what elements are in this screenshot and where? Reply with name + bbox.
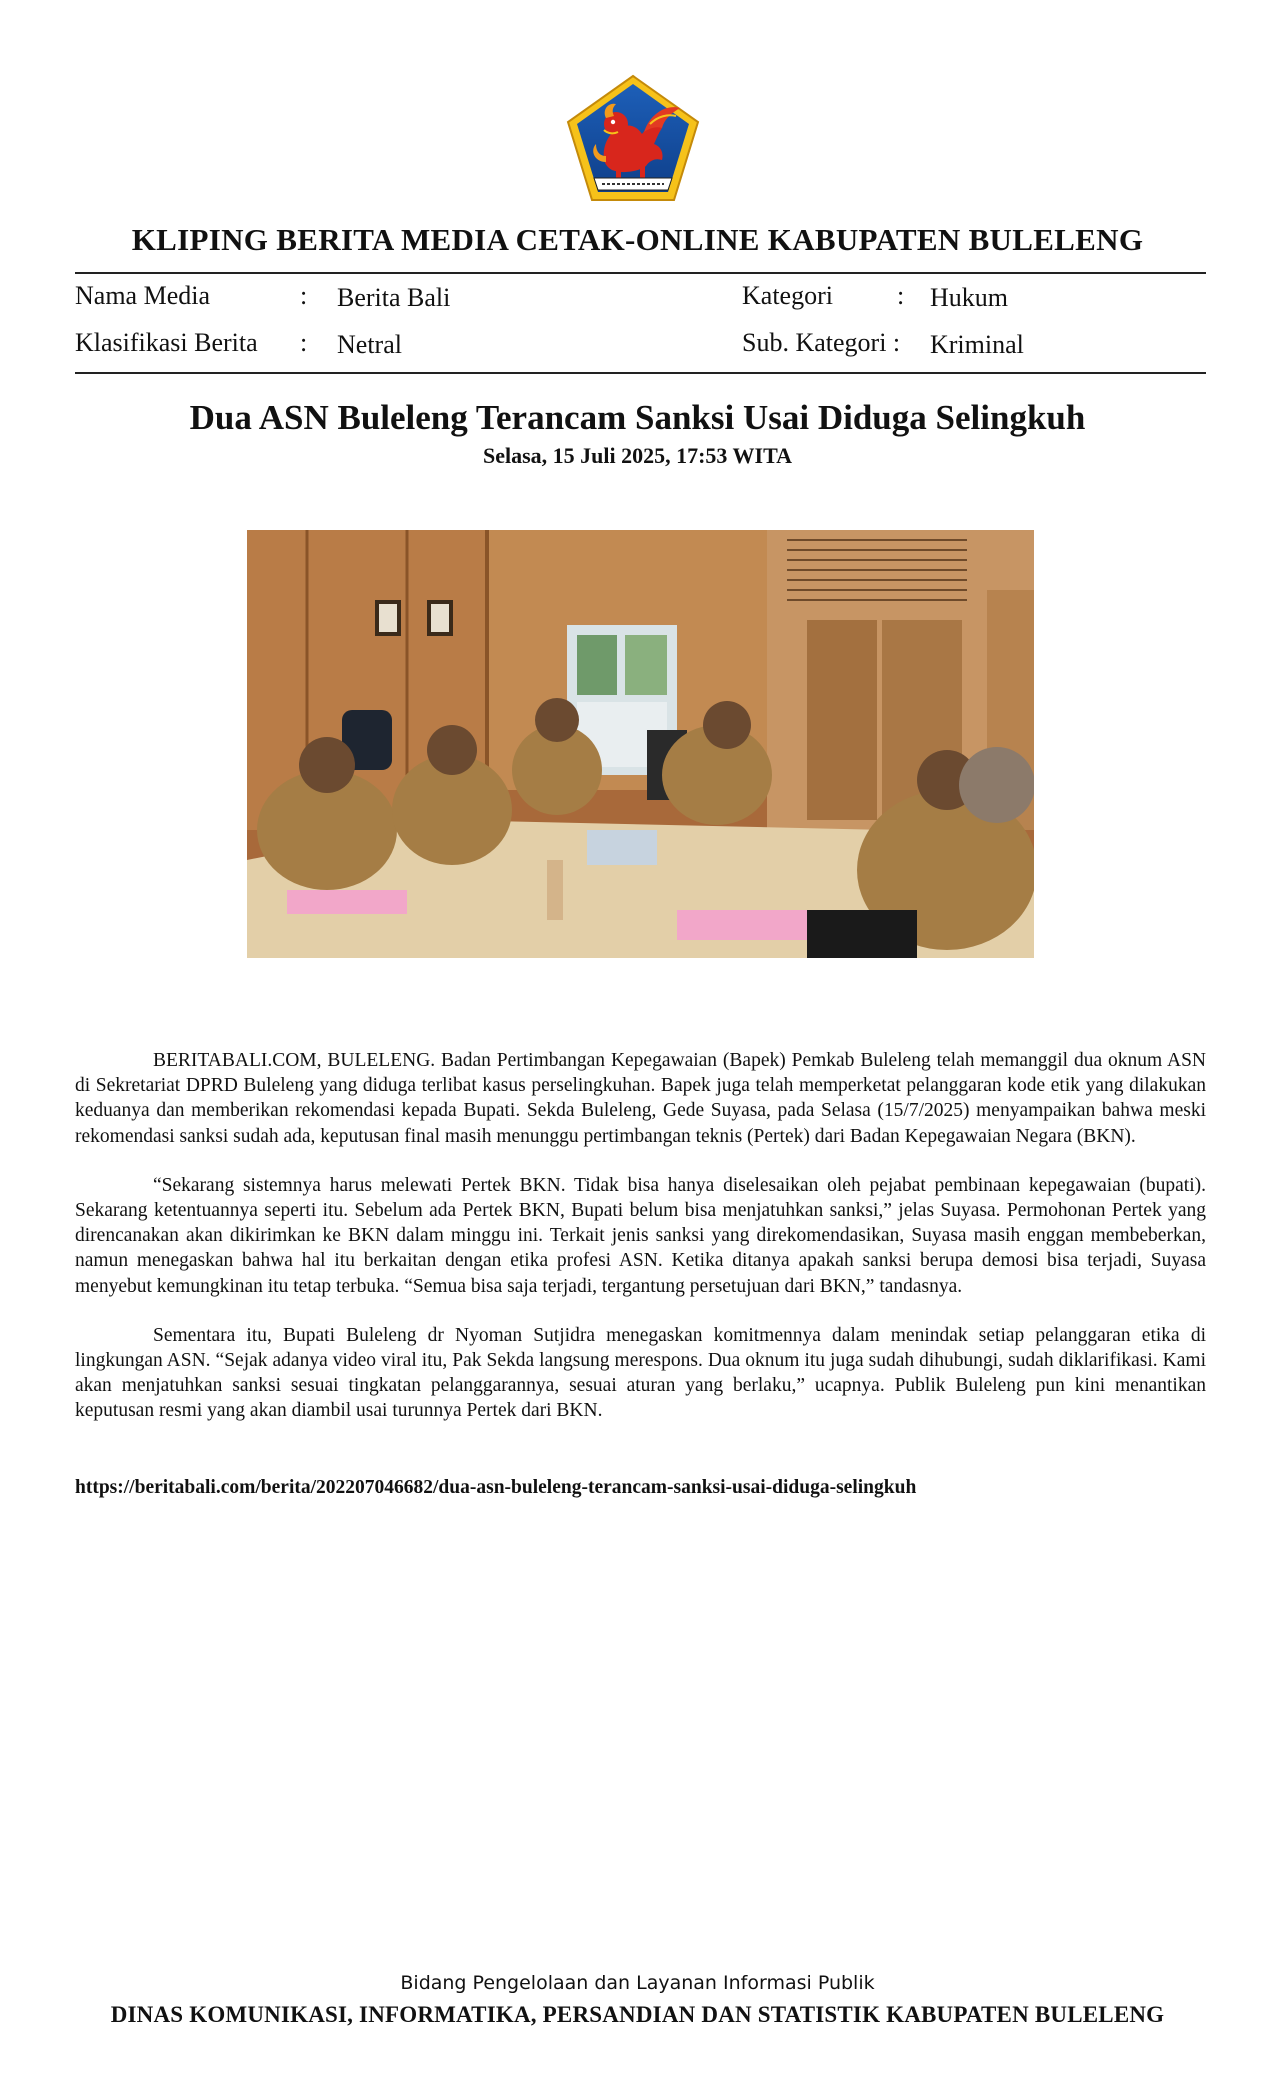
clipping-header-title: KLIPING BERITA MEDIA CETAK-ONLINE KABUPATEN BULELENG: [131, 222, 1144, 257]
category-label: Kategori: [742, 281, 833, 310]
article-paragraph: Sementara itu, Bupati Buleleng dr Nyoman Sutjidra menegaskan komitmennya dalam menindak setiap pelanggaran etika di lingkungan ASN. “Sejak adanya video viral itu, Pak Sekda langsung merespons. Dua oknum itu juga sudah dihubungi, sudah diklarifikasi. Kami akan menjatuhkan sanksi sesuai tingkatan pelanggarannya, sesuai aturan yang berlaku,” ucapnya. Publik Buleleng pun kini menantikan keputusan resmi yang akan diambil usai turunnya Pertek dari BKN.: [75, 1324, 1206, 1422]
header-divider-bottom: [75, 372, 1206, 374]
classification-colon: :: [300, 328, 308, 357]
header-divider-top: [75, 272, 1206, 274]
singa-ambara-raja-emblem-icon: [566, 74, 700, 204]
category-colon: :: [897, 281, 905, 310]
article-paragraph: BERITABALI.COM, BULELENG. Badan Pertimbangan Kepegawaian (Bapek) Pemkab Buleleng telah memanggil dua oknum ASN di Sekretariat DPRD Buleleng yang diduga terlibat kasus perselingkuhan. Bapek juga telah memperketat pelanggaran kode etik yang dilakukan keduanya dan memberikan rekomendasi kepada Bupati. Sekda Buleleng, Gede Suyasa, pada Selasa (15/7/2025) menyampaikan bahwa meski rekomendasi sanksi sudah ada, keputusan final masih menunggu pertimbangan teknis (Pertek) dari Badan Kepegawaian Negara (BKN).: [75, 1050, 1206, 1147]
article-photo: [247, 530, 1034, 958]
media-name-label: Nama Media: [75, 281, 211, 310]
article-paragraph: “Sekarang sistemnya harus melewati Pertek BKN. Tidak bisa hanya diselesaikan oleh pejabat pembinaan kepegawaian (bupati). Sekarang ketentuannya seperti itu. Sebelum ada Pertek BKN, Bupati belum bisa menjatuhkan sanksi,” jelas Suyasa. Permohonan Pertek yang direncanakan akan dikirimkan ke BKN dalam minggu ini. Terkait jenis sanksi yang direkomendasikan, Suyasa masih enggan membeberkan, namun menegaskan bahwa hal itu berkaitan dengan etika profesi ASN. Ketika ditanya apakah sanksi berupa demosi bisa terjadi, Suyasa menyebut kemungkinan itu tetap terbuka. “Semua bisa saja terjadi, tergantung persetujuan dari BKN,” tandasnya.: [75, 1174, 1206, 1297]
article-date: Selasa, 15 Juli 2025, 17:53 WITA: [482, 443, 793, 468]
source-url-link[interactable]: https://beritabali.com/berita/202207046682/dua-asn-buleleng-terancam-sanksi-usai-diduga-selingkuh: [75, 1477, 917, 1498]
media-name-value: Berita Bali: [337, 283, 451, 312]
subcategory-value: Kriminal: [930, 330, 1024, 359]
footer-agency: DINAS KOMUNIKASI, INFORMATIKA, PERSANDIAN DAN STATISTIK KABUPATEN BULELENG: [110, 2002, 1165, 2027]
media-name-colon: :: [300, 281, 308, 310]
classification-value: Netral: [337, 330, 402, 359]
subcategory-label: Sub. Kategori :: [742, 328, 901, 357]
category-value: Hukum: [930, 283, 1008, 312]
article-title: Dua ASN Buleleng Terancam Sanksi Usai Diduga Selingkuh: [189, 398, 1086, 437]
article-body: [75, 1048, 1206, 1448]
classification-label: Klasifikasi Berita: [75, 328, 258, 357]
footer-department: Bidang Pengelolaan dan Layanan Informasi Publik: [400, 1972, 875, 1994]
